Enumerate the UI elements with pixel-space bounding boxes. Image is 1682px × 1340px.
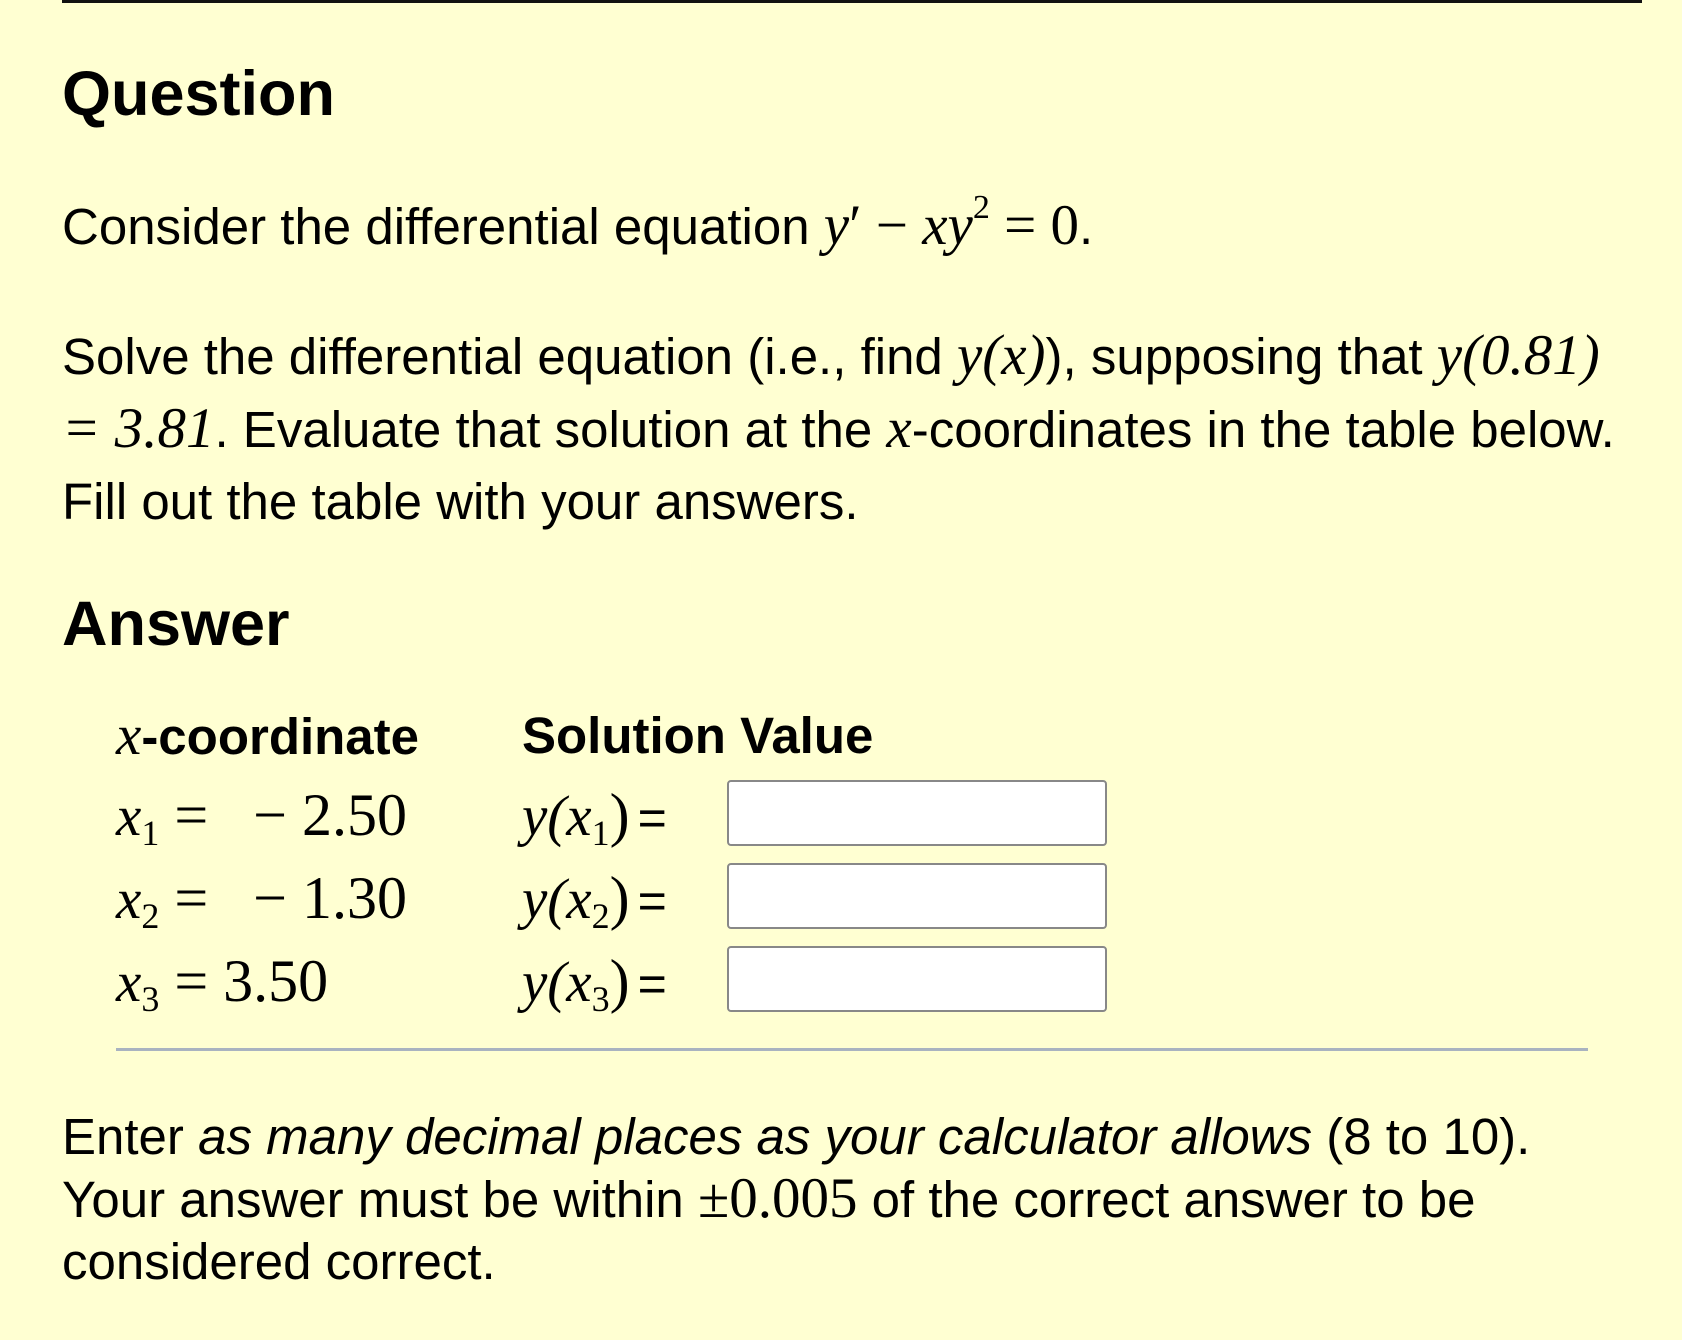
equation-x: x xyxy=(922,194,948,257)
column-header-x-coordinate xyxy=(116,700,419,773)
task-text-4: -coordinates in the table below. Fill out the table with your answers. xyxy=(62,401,1615,530)
table-row xyxy=(116,780,1316,853)
solution-input-2[interactable] xyxy=(727,863,1107,929)
question-intro xyxy=(62,190,1642,263)
x-value: = − 1.30 xyxy=(159,865,407,931)
solution-label-cell xyxy=(522,863,667,936)
y-close: ) xyxy=(609,782,630,848)
instructions-text xyxy=(62,1106,1642,1293)
solution-input-3[interactable] xyxy=(727,946,1107,1012)
question-heading: Question xyxy=(62,59,336,129)
y-var: y(x xyxy=(522,951,592,1014)
x-var: x xyxy=(116,951,142,1014)
x-var: x xyxy=(116,868,142,931)
task-text-3: . Evaluate that solution at the xyxy=(214,401,887,458)
equation-y2: y xyxy=(947,194,973,257)
table-divider xyxy=(116,1048,1588,1051)
instructions-part-1: Enter xyxy=(62,1108,199,1165)
table-row xyxy=(116,946,1316,1019)
column-header-x-var: x xyxy=(116,704,142,767)
solution-label-cell xyxy=(522,946,667,1019)
equation-y: y xyxy=(823,194,850,257)
equation-minus: − xyxy=(861,194,923,257)
solution-input-1[interactable] xyxy=(727,780,1107,846)
instructions-emphasis: as many decimal places as your calculator allows xyxy=(198,1108,1313,1165)
x-value: = − 2.50 xyxy=(159,782,407,848)
intro-prefix: Consider the differential equation xyxy=(62,198,824,255)
solution-label-cell xyxy=(522,780,667,853)
x-subscript: 2 xyxy=(141,896,160,936)
y-close: ) xyxy=(609,948,630,1014)
equation-prime: ′ xyxy=(849,194,862,257)
x-subscript: 3 xyxy=(141,979,160,1019)
y-var: y(x xyxy=(522,785,592,848)
equals-sign: = xyxy=(637,956,667,1012)
equation-exponent: 2 xyxy=(972,189,990,226)
column-header-solution-value: Solution Value xyxy=(522,707,874,764)
y-subscript: 1 xyxy=(591,813,610,853)
x-var: x xyxy=(116,785,142,848)
equation-rest: = 0 xyxy=(989,194,1079,257)
column-header-x-label: -coordinate xyxy=(141,708,419,765)
y-close: ) xyxy=(609,865,630,931)
x-coordinate-cell xyxy=(116,780,407,852)
task-math-initial-condition: y(0.81) = 3.81 xyxy=(62,324,1600,460)
y-subscript: 3 xyxy=(591,979,610,1019)
y-var: y(x xyxy=(522,868,592,931)
task-text-1: Solve the differential equation (i.e., find xyxy=(62,328,957,385)
instructions-part-2: (8 to 10). Your answer must be within xyxy=(62,1108,1531,1228)
task-math-x: x xyxy=(886,397,912,460)
intro-suffix: . xyxy=(1078,198,1094,255)
question-task xyxy=(62,320,1642,538)
table-row xyxy=(116,863,1316,936)
x-coordinate-cell xyxy=(116,863,407,935)
y-subscript: 2 xyxy=(591,896,610,936)
instructions-part-3: of the correct answer to be considered correct. xyxy=(62,1171,1476,1290)
answer-heading: Answer xyxy=(62,589,290,659)
equals-sign: = xyxy=(637,873,667,929)
task-math-yx: y(x) xyxy=(956,324,1046,387)
tolerance-value: ±0.005 xyxy=(697,1167,858,1230)
x-subscript: 1 xyxy=(141,813,160,853)
x-coordinate-cell xyxy=(116,946,328,1018)
top-divider xyxy=(62,0,1642,3)
task-text-2: ), supposing that xyxy=(1045,328,1437,385)
equals-sign: = xyxy=(637,790,667,846)
x-value: = 3.50 xyxy=(159,948,329,1014)
